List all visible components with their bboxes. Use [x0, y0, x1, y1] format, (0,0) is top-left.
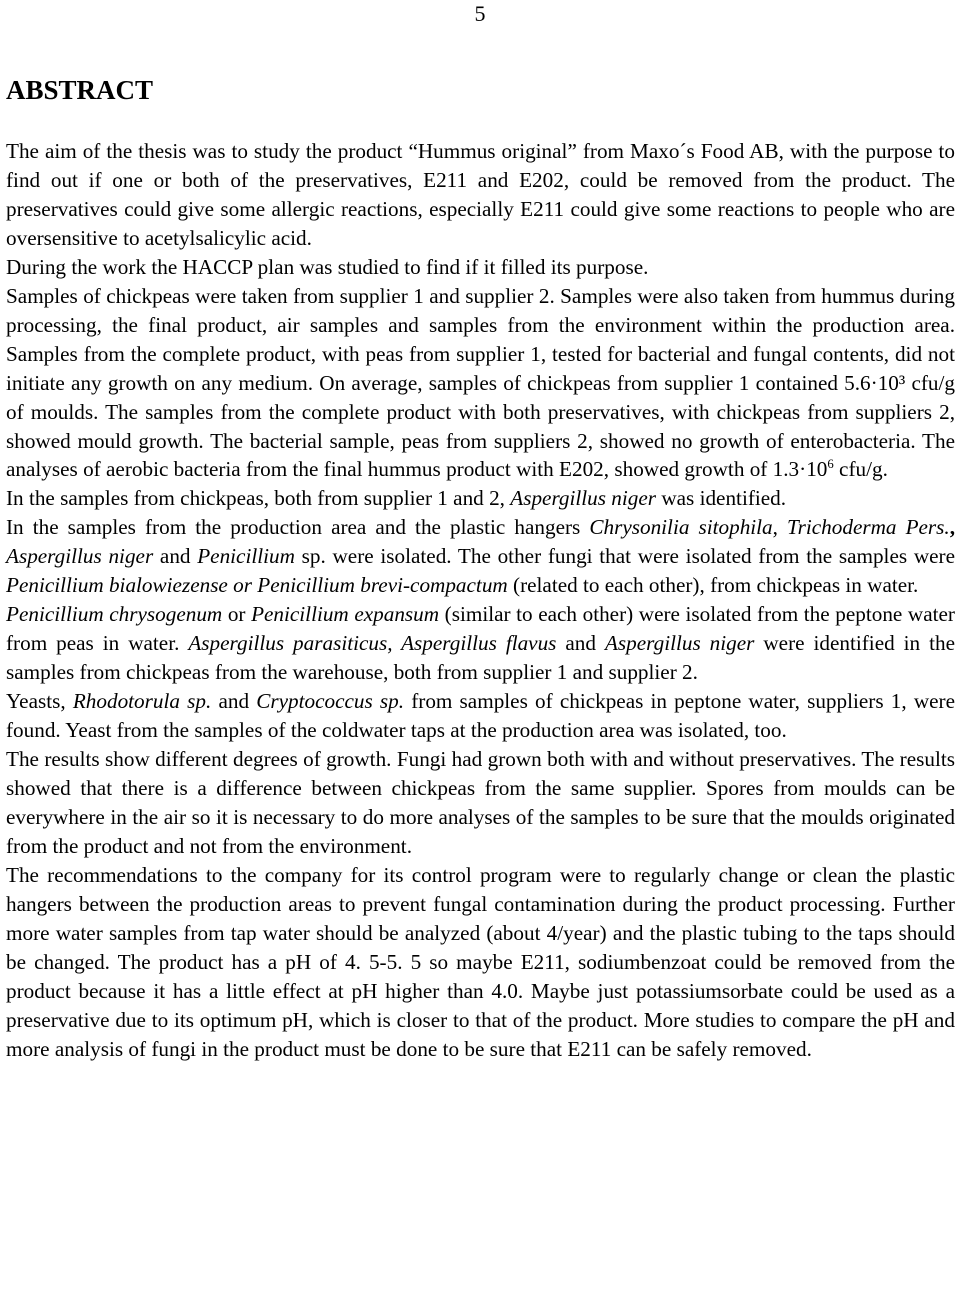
abstract-paragraph: [6, 600, 955, 687]
text-segment: were identified in the samples from chickpeas from the warehouse, both from supplier 1 and supplier 2.: [6, 631, 955, 685]
abstract-paragraph: [6, 253, 955, 282]
italic-species-name: Aspergillus niger: [510, 486, 657, 511]
italic-species-name: Cryptococcus sp.: [256, 689, 405, 714]
abstract-paragraph: [6, 687, 955, 745]
text-segment: The recommendations to the company for its control program were to regularly change or clean the plastic hangers between the production areas to prevent fungal contamination during the product processing. Further more water samples from tap water should be analyzed (about 4/year) and the plastic tubing to the taps should be changed. The product has a pH of 4. 5-5. 5 so maybe E211, sodiumbenzoat could be removed from the product because it has a little effect at pH higher than 4.0. Maybe just potassiumsorbate could be used as a preservative due to its optimum pH, which is closer to that of the product. More studies to compare the pH and more analysis of fungi in the product must be done to be sure that E211 can be safely removed.: [6, 862, 955, 1061]
text-segment: In the samples from the production area and the plastic hangers: [6, 515, 590, 540]
text-segment: and: [211, 689, 257, 714]
italic-species-name: Aspergillus niger: [6, 544, 154, 569]
italic-species-name: Penicillium chrysogenum: [6, 602, 223, 627]
italic-species-name: Aspergillus parasiticus, Aspergillus flavus: [188, 631, 557, 656]
abstract-paragraph: [6, 484, 955, 513]
italic-species-name: Penicillium bialowiezense or Penicillium brevi-compactum: [6, 573, 508, 598]
text-segment: from samples of chickpeas in peptone water, suppliers 1, were found. Yeast from the samples of the coldwater taps at the production area was isolated, too.: [6, 689, 955, 743]
text-segment: was identified.: [656, 486, 787, 511]
text-segment: The aim of the thesis was to study the product “Hummus original” from Maxo´s Food AB, with the purpose to find out if one or both of the preservatives, E211 and E202, could be removed from the product. The preservatives could give some allergic reactions, especially E211 could give some reactions to people who are oversensitive to acetylsalicylic acid.: [6, 139, 955, 250]
text-segment: In the samples from chickpeas, both from supplier 1 and 2,: [6, 486, 511, 511]
text-segment: Yeasts,: [6, 689, 73, 714]
superscript-exponent: 6: [827, 457, 834, 472]
italic-species-name: Chrysonilia sitophila: [589, 515, 773, 540]
abstract-paragraph: [6, 513, 955, 600]
italic-species-name: Aspergillus niger: [604, 631, 755, 656]
italic-species-name: Rhodotorula sp.: [72, 689, 212, 714]
text-segment: (related to each other), from chickpeas in water.: [507, 573, 919, 598]
text-segment: ,: [772, 515, 788, 540]
italic-species-name: Trichoderma Pers.: [787, 515, 950, 540]
abstract-paragraph: [6, 745, 955, 861]
abstract-paragraph: [6, 137, 955, 253]
text-segment: Samples of chickpeas were taken from supplier 1 and supplier 2. Samples were also taken from hummus during processing, the final product, air samples and samples from the environment within the production area. Samples from the complete product, with peas from supplier 1, tested for bacterial and fungal contents, did not initiate any growth on any medium. On average, samples of chickpeas from supplier 1 contained 5.6·10³ cfu/g of moulds. The samples from the complete product with both preservatives, with chickpeas from suppliers 2, showed mould growth. The bacterial sample, peas from suppliers 2, showed no growth of enterobacteria. The analyses of aerobic bacteria from the final hummus product with E202, showed growth of 1.3·10: [6, 283, 955, 482]
italic-species-name: Penicillium: [197, 544, 295, 569]
abstract-paragraph: [6, 282, 955, 485]
text-segment: cfu/g.: [833, 457, 888, 482]
text-segment: The results show different degrees of growth. Fungi had grown both with and without preservatives. The results showed that there is a difference between chickpeas from the same supplier. Spores from moulds can be everywhere in the air so it is necessary to do more analyses of the samples to be sure that the moulds originated from the product and not from the environment.: [6, 747, 955, 858]
text-segment: During the work the HACCP plan was studied to find if it filled its purpose.: [6, 254, 649, 279]
italic-species-name: Penicillium expansum: [251, 602, 440, 627]
text-segment: (similar to each other) were isolated from the peptone water from peas in water.: [6, 602, 955, 656]
text-segment: ,: [949, 515, 956, 540]
text-segment: or: [222, 602, 252, 627]
page-number: 5: [474, 1, 486, 26]
abstract-paragraph: [6, 861, 955, 1064]
text-segment: sp. were isolated. The other fungi that were isolated from the samples were: [294, 544, 955, 569]
abstract-heading: ABSTRACT: [6, 75, 154, 105]
text-segment: and: [153, 544, 198, 569]
text-segment: and: [556, 631, 605, 656]
abstract-body: [6, 137, 955, 1064]
